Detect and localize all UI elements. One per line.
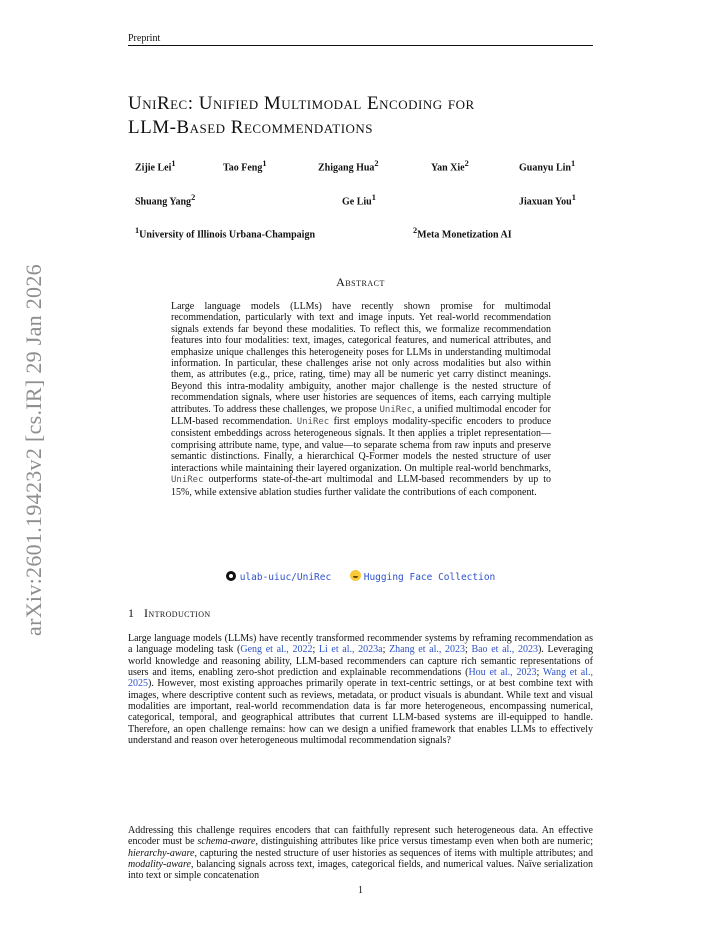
citation-link[interactable]: Zhang et al., 2023 [389,644,466,656]
section-number: 1 [128,606,134,620]
model-name: UniRec [379,404,413,415]
affiliation: $^2$Meta Monetization AI [413,226,512,241]
page-number: 1 [358,885,363,896]
author: Zhigang Hua$^2$ [318,159,379,174]
citation-link[interactable]: Bao et al., 2023 [471,644,538,656]
author: Yan Xie$^2$ [431,159,469,174]
section-title: Introduction [144,606,211,620]
citation-link[interactable]: Hou et al., 2023 [468,667,537,679]
emphasis: schema-aware [197,836,256,848]
hugging-face-icon[interactable] [350,570,361,581]
title-line-2: LLM-Based Recommendations [128,117,374,138]
citation-link[interactable]: Li et al., 2023a [318,644,383,656]
github-link[interactable]: ulab-uiuc/UniRec [239,572,332,583]
model-name: UniRec [171,475,204,486]
intro-paragraph-2: Addressing this challenge requires encoders that can faithfully represent such heterogeneous data. An effective encoder must be schema-aware, distinguishing attributes like price versus timestamp even when both are numeric; hierarchy-aware, capturing the nested structure of user histories as sequences of items with multiple attributes; and modality-aware, balancing signals across text, images, categorical fields, and numerical values. Naïve serialization into text or simple concatenation [128,825,593,882]
paper-title [128,92,598,140]
author: Tao Feng$^1$ [223,159,267,174]
arxiv-stamp: arXiv:2601.19423v2 [cs.IR] 29 Jan 2026 [21,264,46,636]
model-name: UniRec [296,417,330,428]
affiliation: $^1$University of Illinois Urbana-Champaign [135,226,316,241]
abstract-heading: Abstract [336,275,385,289]
intro-paragraph-1: Large language models (LLMs) have recently transformed recommender systems by reframing recommendation as a language modeling task (Geng et al., 2022; Li et al., 2023a; Zhang et al., 2023; Bao et al., 2023). Leveraging world knowledge and reasoning ability, LLM-based recommenders can capture rich semantic representations of users and items, enabling zero-shot prediction and explainable recommendations (Hou et al., 2023; Wang et al., 2025). However, most existing approaches primarily operate in text-centric settings, or at best combine text with images, where descriptive content such as reviews, metadata, or product visuals is abundant. While text and visual modalities are important, real-world recommendation data is far more heterogeneous, encompassing numerical, categorical, temporal, and geographical attributes that current LLM-based systems are ill-equipped to handle. Therefore, an open challenge remains: how can we design a unified framework that enables LLMs to effectively understand and reason over heterogeneous multimodal recommendation signals? [128,633,593,747]
author: Shuang Yang$^2$ [135,193,196,208]
emphasis: modality-aware [128,859,191,871]
section-heading [128,606,211,621]
header-rule [128,45,593,46]
citation-link[interactable]: Geng et al., 2022 [240,644,313,656]
title-line-1: UniRec: Unified Multimodal Encoding for [128,93,475,114]
author: Ge Liu$^1$ [342,193,376,208]
author: Jiaxuan You$^1$ [519,193,576,208]
github-icon[interactable] [226,571,236,581]
hugging-face-link[interactable]: Hugging Face Collection [363,572,496,583]
resource-links [128,570,593,583]
emphasis: hierarchy-aware [128,847,195,859]
citation-link[interactable]: Wang et al., 2025 [128,667,593,690]
header-label: Preprint [128,33,161,44]
author: Guanyu Lin$^1$ [519,159,576,174]
author: Zijie Lei$^1$ [135,159,176,174]
abstract-text: Large language models (LLMs) have recently shown promise for multimodal recommendation, particularly with text and image inputs. Yet real-world recommendation signals extends far beyond these modalities. To reflect this, we formalize recommendation features into four modalities: text, images, categorical features, and numerical attributes, and emphasize unique challenges this heterogeneity poses for LLMs in understanding multimodal information. In particular, these challenges arise not only across modalities but also within them, as attributes (e.g., price, rating, time) may all be numeric yet carry distinct meanings. Beyond this intra-modality ambiguity, another major challenge is the nested structure of recommendation signals, where user histories are sequences of items, each carrying multiple attributes. To address these challenges, we propose UniRec, a unified multimodal encoder for LLM-based recommendation. UniRec first employs modality-specific encoders to produce consistent embeddings across heterogeneous signals. It then applies a triplet representation—comprising attribute name, type, and value—to separate schema from raw inputs and preserve semantic distinctions. Finally, a hierarchical Q-Former models the nested structure of user interactions while maintaining their layered organization. On multiple real-world benchmarks, UniRec outperforms state-of-the-art multimodal and LLM-based recommenders by up to 15%, while extensive ablation studies further validate the contributions of each component. [171,301,552,498]
